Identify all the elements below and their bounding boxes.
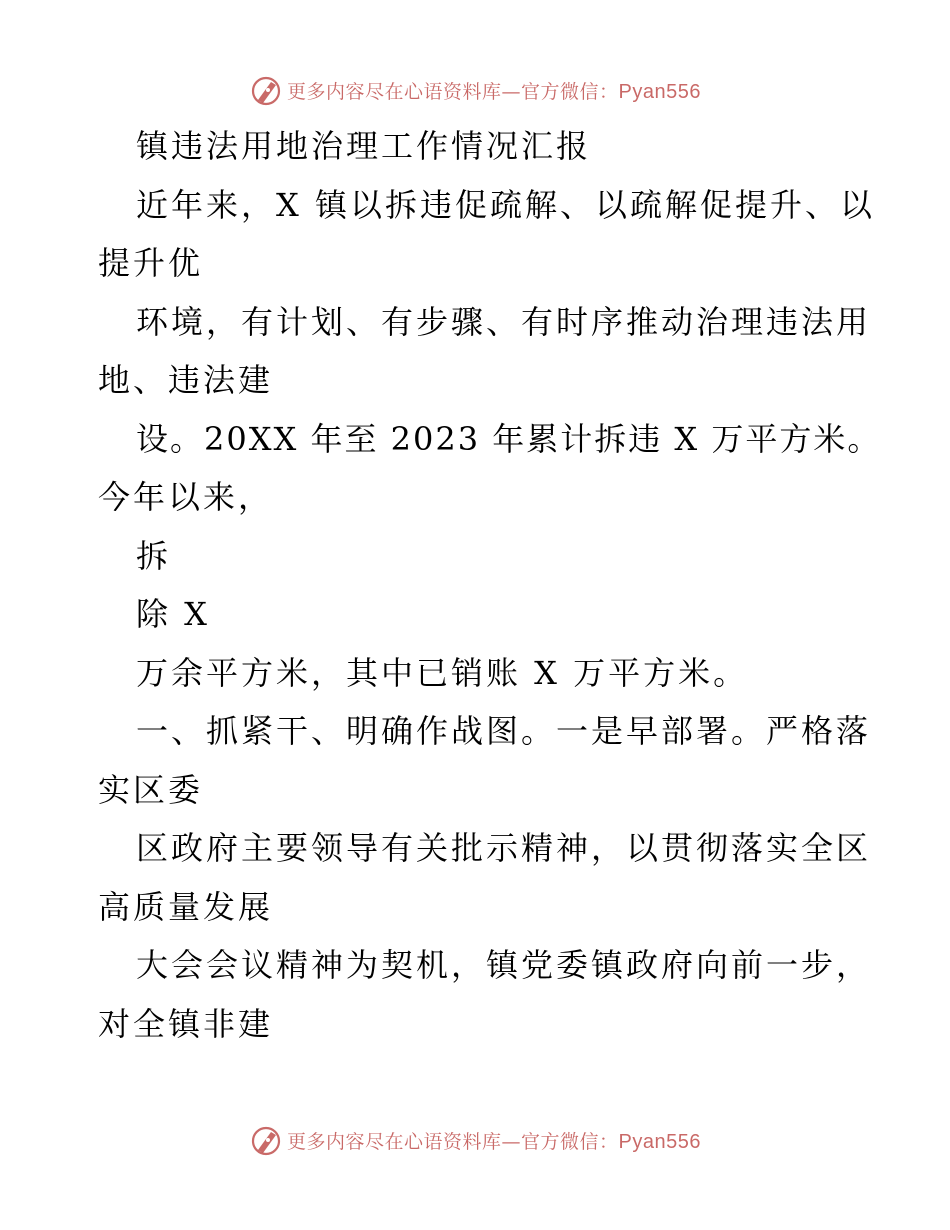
pen-nib-circle-icon [249,73,283,107]
text-line: 高质量发展 [98,887,274,926]
paragraph-line [98,176,875,235]
text-line: 除 X [136,595,210,633]
text-line: 设。20XX 年至 2023 年累计拆违 X 万平方米。 [136,419,882,458]
paragraph-line [98,819,872,878]
text-line: 实区委 [98,770,204,809]
paragraph-line-wrap [98,468,858,527]
pen-nib-circle-icon [249,1123,283,1157]
paragraph-line [98,527,858,586]
paragraph-line [98,410,882,469]
paragraph-line [98,293,872,352]
text-line: 对全镇非建 [98,1004,274,1043]
paragraph-line-wrap [98,761,858,820]
watermark-inner [249,70,701,110]
paragraph-line-wrap [98,995,858,1054]
paragraph-line [98,644,858,703]
watermark-text [287,1127,701,1154]
paragraph-line [98,585,858,644]
text-line: 拆 [136,536,172,575]
watermark-text-cn: 更多内容尽在心语资料库—官方微信： [287,80,619,103]
text-line: 一、抓紧干、明确作战图。一是早部署。严格落 [136,712,872,750]
text-line: 近年来，X 镇以拆违促疏解、以疏解促提升、以 [136,185,875,224]
document-title [98,117,858,176]
text-line: 环境，有计划、有步骤、有时序推动治理违法用 [136,302,872,341]
watermark-inner [249,1120,701,1160]
paragraph-line [98,702,872,761]
paragraph-line-wrap [98,878,858,937]
watermark-text-latin: Pyan556 [618,80,701,103]
watermark-text-latin: Pyan556 [618,1130,701,1153]
watermark-text [287,77,701,104]
text-line: 镇违法用地治理工作情况汇报 [136,127,592,165]
text-line: 今年以来， [98,478,274,516]
footer-watermark [0,1120,950,1160]
paragraph-line-wrap [98,351,858,410]
text-line: 地、违法建 [98,361,274,399]
paragraph-line-wrap [98,234,858,293]
header-watermark [0,70,950,110]
document-body [98,117,882,1053]
text-line: 大会会议精神为契机，镇党委镇政府向前一步， [136,946,872,984]
paragraph-line [98,936,872,995]
text-line: 提升优 [98,244,204,282]
text-line: 区政府主要领导有关批示精神，以贯彻落实全区 [136,829,872,867]
watermark-text-cn: 更多内容尽在心语资料库—官方微信： [287,1130,619,1153]
text-line: 万余平方米，其中已销账 X 万平方米。 [136,653,749,692]
